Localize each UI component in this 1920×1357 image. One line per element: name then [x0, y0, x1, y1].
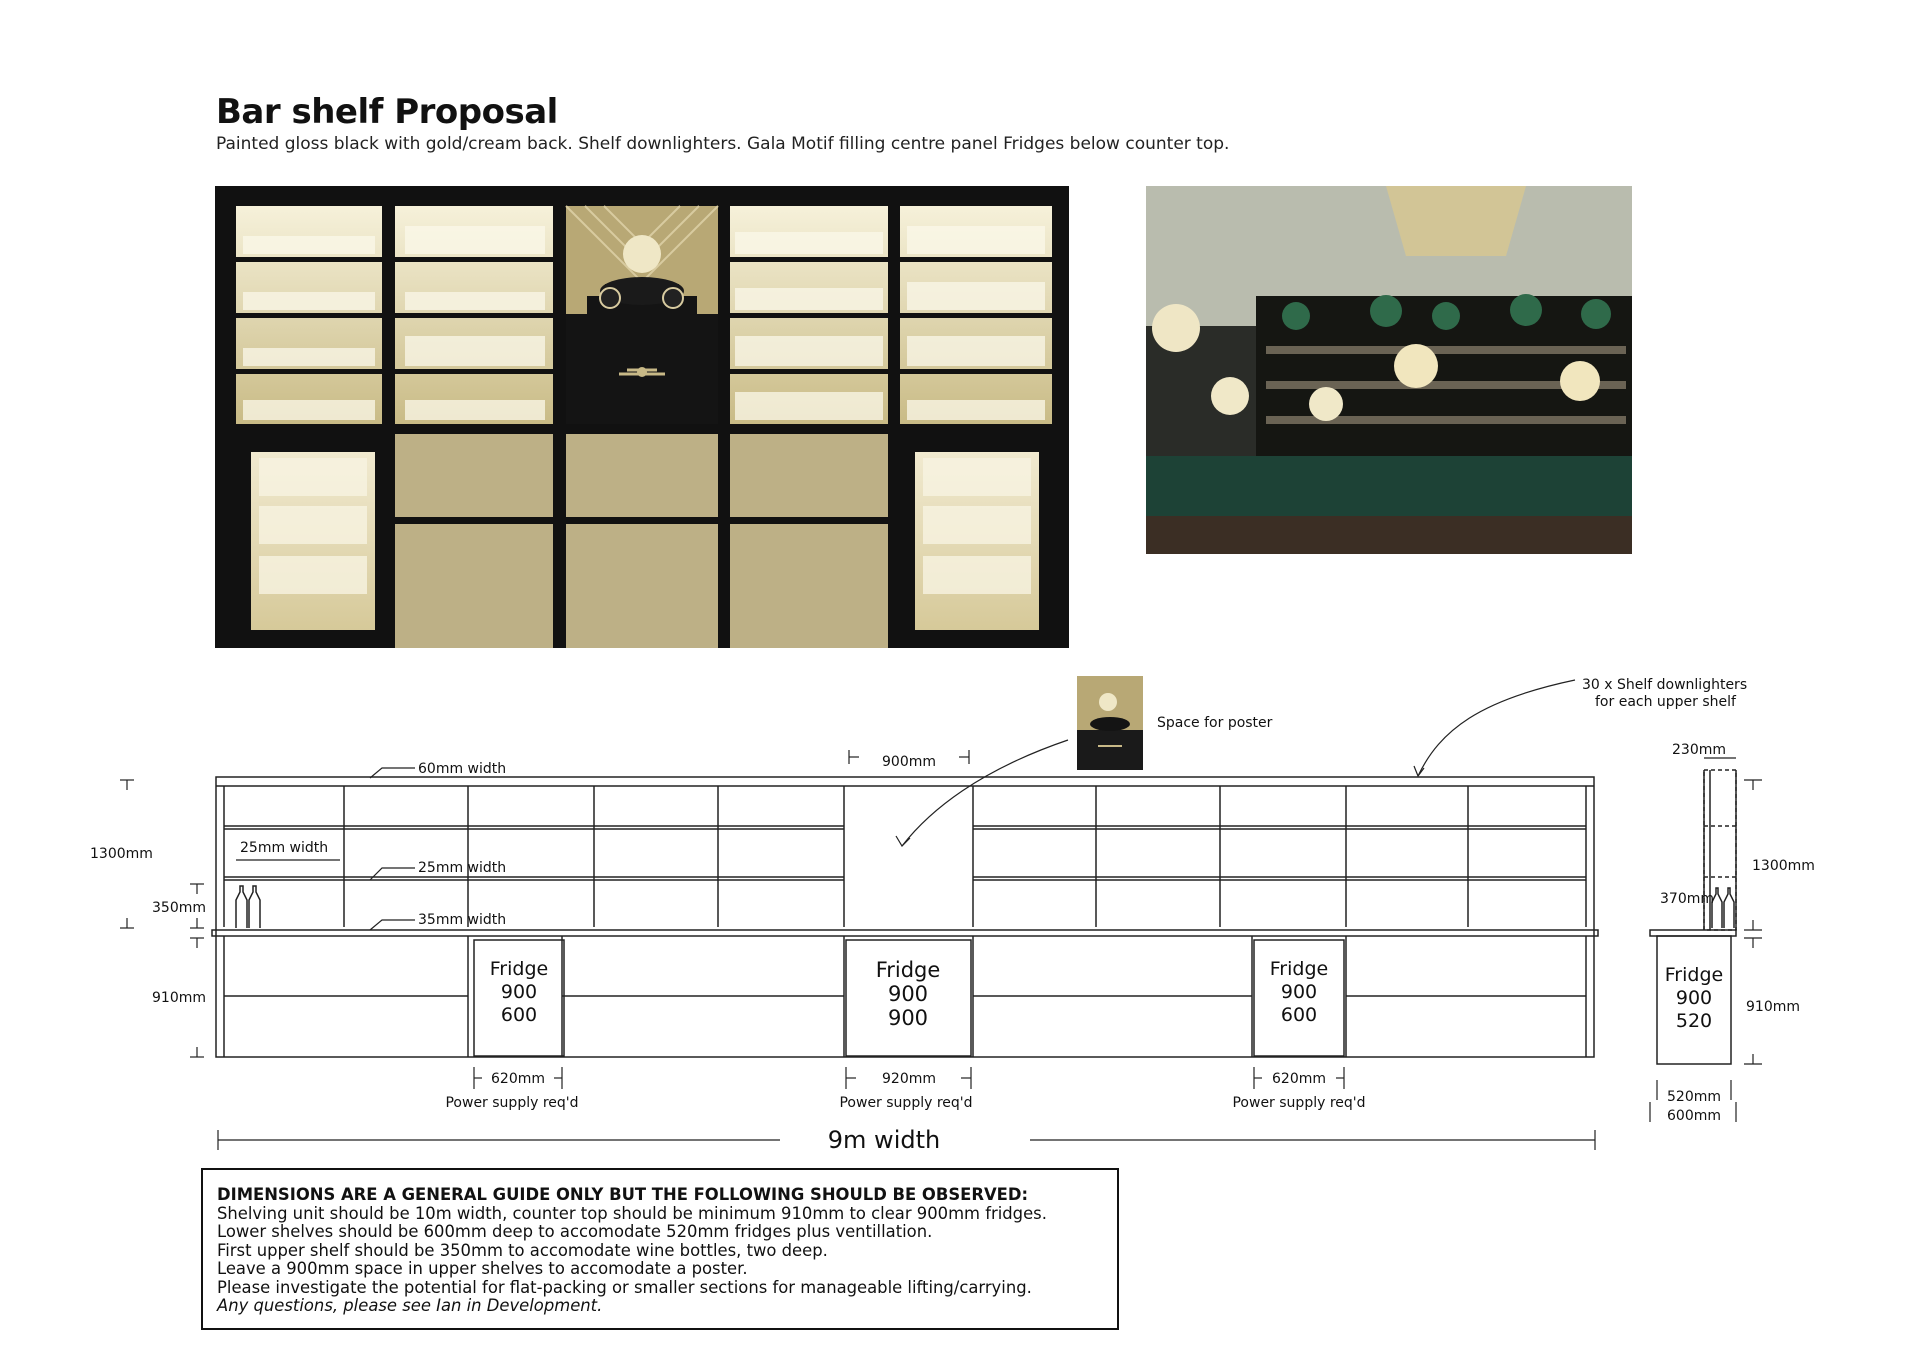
poster-thumbnail: [1077, 676, 1143, 770]
label-910mm: 910mm: [152, 990, 206, 1006]
label-power-centre: Power supply req'd: [839, 1095, 973, 1111]
notes-line: Leave a 900mm space in upper shelves to accomodate a poster.: [217, 1259, 748, 1278]
side-label-910mm: 910mm: [1746, 999, 1800, 1015]
label-downlighters-line1: 30 x Shelf downlighters: [1582, 677, 1748, 693]
side-label-230mm: 230mm: [1672, 742, 1726, 758]
label-900mm-gap: 900mm: [882, 754, 936, 770]
counter-top-line: [212, 930, 1598, 936]
label-620mm-left: 620mm: [491, 1071, 545, 1087]
notes-heading: DIMENSIONS ARE A GENERAL GUIDE ONLY BUT THE FOLLOWING SHOULD BE OBSERVED:: [217, 1185, 1029, 1204]
label-25mm-width-left: 25mm width: [240, 840, 329, 856]
page-subtitle: Painted gloss black with gold/cream back. Shelf downlighters. Gala Motif filling centre panel Fridges below counter top.: [216, 134, 1230, 154]
bottle-icon: [236, 886, 247, 928]
side-label-1300mm: 1300mm: [1752, 858, 1815, 874]
side-label-600mm: 600mm: [1667, 1108, 1721, 1124]
label-power-left: Power supply req'd: [445, 1095, 579, 1111]
label-920mm: 920mm: [882, 1071, 936, 1087]
page-title: Bar shelf Proposal: [216, 92, 558, 132]
notes-line: Please investigate the potential for flat-packing or smaller sections for manageable lifting/carrying.: [217, 1277, 1032, 1297]
bottle-icon: [249, 886, 260, 928]
fridge-right-label: Fridge: [1269, 958, 1329, 980]
side-fridge-label: Fridge: [1664, 964, 1724, 986]
label-620mm-right: 620mm: [1272, 1071, 1326, 1087]
fridge-left-width: 600: [500, 1004, 538, 1026]
notes-line: First upper shelf should be 350mm to accomodate wine bottles, two deep.: [217, 1240, 828, 1260]
side-fridge-height: 900: [1675, 987, 1713, 1009]
label-total-width: 9m width: [827, 1126, 941, 1154]
fridge-centre-width: 900: [887, 1006, 929, 1030]
fridge-right-width: 600: [1280, 1004, 1318, 1026]
fridge-left-label: Fridge: [489, 958, 549, 980]
side-fridge-width: 520: [1675, 1010, 1713, 1032]
notes-line: Lower shelves should be 600mm deep to accomodate 520mm fridges plus ventillation.: [217, 1222, 933, 1241]
bottle-icon: [1724, 888, 1734, 928]
notes-footer: Any questions, please see Ian in Development.: [217, 1296, 603, 1315]
label-1300mm: 1300mm: [90, 846, 153, 862]
label-downlighters-line2: for each upper shelf: [1595, 694, 1736, 710]
dimensions-notes-box: [201, 1168, 1119, 1330]
label-350mm: 350mm: [152, 900, 206, 916]
label-power-right: Power supply req'd: [1232, 1095, 1366, 1111]
side-label-370mm: 370mm: [1660, 891, 1714, 907]
label-35mm-width: 35mm width: [418, 912, 507, 928]
fridge-centre-height: 900: [887, 982, 929, 1006]
fridge-right-height: 900: [1280, 981, 1318, 1003]
label-60mm-width: 60mm width: [418, 761, 507, 777]
label-space-for-poster: Space for poster: [1157, 715, 1273, 731]
side-label-520mm: 520mm: [1667, 1089, 1721, 1105]
notes-line: Shelving unit should be 10m width, counter top should be minimum 910mm to clear 900mm fridges.: [217, 1203, 1047, 1223]
fridge-left-height: 900: [500, 981, 538, 1003]
label-25mm-width: 25mm width: [418, 860, 507, 876]
fridge-centre-label: Fridge: [875, 958, 941, 982]
